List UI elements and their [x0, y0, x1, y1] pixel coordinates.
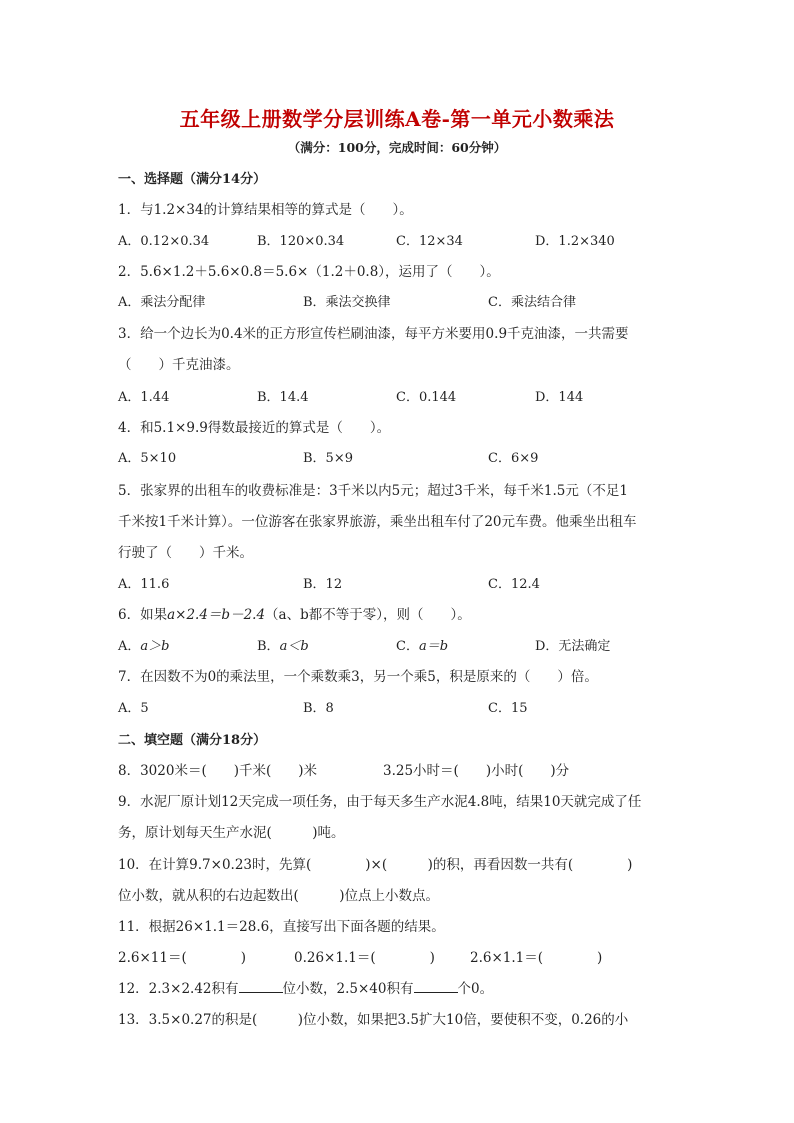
q6-option-b-label: B．	[257, 639, 280, 654]
q2-option-b: B．乘法交换律	[303, 295, 391, 310]
q6-option-c-label: C．	[396, 639, 419, 654]
section-heading-choice: 一、选择题（满分14分）	[118, 172, 267, 187]
q1-option-b: B．120×0.34	[257, 234, 345, 249]
q4-option-c: C．6×9	[488, 451, 539, 466]
q6-equation: a×2.4＝b－2.4	[167, 607, 266, 623]
q12-text-3: 个0。	[457, 981, 494, 997]
q7-option-a: A．5	[118, 701, 149, 716]
q12-blank-2[interactable]	[414, 980, 458, 993]
question-2-stem: 2．5.6×1.2＋5.6×0.8＝5.6×（1.2＋0.8），运用了（ ）。	[118, 264, 500, 280]
q5-option-a: A．11.6	[118, 577, 170, 592]
q12-blank-1[interactable]	[239, 980, 283, 993]
q7-option-c: C．15	[488, 701, 528, 716]
question-5-stem-line1: 5．张家界的出租车的收费标准是：3千米以内5元；超过3千米，每千米1.5元（不足1	[118, 483, 628, 499]
q4-option-b: B．5×9	[303, 451, 353, 466]
q4-option-a: A．5×10	[118, 451, 177, 466]
q6-option-b-expr: a＜b	[279, 639, 309, 654]
question-10-line1: 10．在计算9.7×0.23时，先算( )×( )的积，再看因数一共有( )	[118, 857, 633, 873]
document-subtitle: （满分：100分，完成时间：60分钟）	[287, 140, 507, 155]
q5-option-b: B．12	[303, 577, 343, 592]
question-4-stem: 4．和5.1×9.9得数最接近的算式是（ ）。	[118, 420, 391, 436]
q12-text-2: 位小数，2.5×40积有	[282, 981, 414, 997]
question-8-part1: 8．3020米＝( )千米( )米	[118, 763, 318, 779]
question-10-line2: 位小数，就从积的右边起数出( )位点上小数点。	[118, 888, 440, 904]
question-7-stem: 7．在因数不为0的乘法里，一个乘数乘3，另一个乘5，积是原来的（ ）倍。	[118, 669, 598, 685]
question-11-stem: 11．根据26×1.1＝28.6，直接写出下面各题的结果。	[118, 919, 445, 935]
q1-option-d: D．1.2×340	[535, 234, 615, 249]
q2-option-a: A．乘法分配律	[118, 295, 206, 310]
question-5-stem-line2: 千米按1千米计算）。一位游客在张家界旅游，乘坐出租车付了20元车费。他乘坐出租车	[118, 514, 637, 530]
q6-option-c-expr: a＝b	[418, 639, 449, 654]
q7-option-b: B．8	[303, 701, 334, 716]
q3-option-c: C．0.144	[396, 390, 457, 405]
question-13-line1: 13．3.5×0.27的积是( )位小数，如果把3.5扩大10倍，要使积不变，0.26的小	[118, 1012, 629, 1028]
q6-stem-start: 6．如果	[118, 607, 168, 623]
q5-option-c: C．12.4	[488, 577, 540, 592]
q2-option-c: C．乘法结合律	[488, 295, 576, 310]
question-8-part2: 3.25小时＝( )小时( )分	[383, 763, 570, 779]
question-1-stem: 1．与1.2×34的计算结果相等的算式是（ ）。	[118, 202, 413, 218]
section-heading-fill: 二、填空题（满分18分）	[118, 733, 267, 748]
q11-item-a: 2.6×11＝( )	[118, 950, 246, 966]
question-3-stem-line2: （ ）千克油漆。	[118, 357, 240, 373]
q6-option-a-expr: a＞b	[140, 639, 170, 654]
q3-option-d: D．144	[535, 390, 584, 405]
q12-text-1: 12．2.3×2.42积有	[118, 981, 239, 997]
question-12-stem	[118, 977, 493, 997]
q6-option-c	[396, 635, 448, 654]
q6-option-a	[118, 635, 169, 654]
q1-option-c: C．12×34	[396, 234, 463, 249]
q3-option-b: B．14.4	[257, 390, 309, 405]
q3-option-a: A．1.44	[118, 390, 170, 405]
q6-option-a-label: A．	[118, 639, 141, 654]
question-5-stem-line3: 行驶了（ ）千米。	[118, 545, 253, 561]
question-6-stem	[118, 603, 471, 623]
q6-stem-end: （a、b都不等于零），则（ ）。	[265, 607, 471, 623]
question-9-line1: 9．水泥厂原计划12天完成一项任务，由于每天多生产水泥4.8吨，结果10天就完成了任	[118, 794, 642, 810]
q6-option-b	[257, 635, 309, 654]
q1-option-a: A．0.12×0.34	[118, 234, 210, 249]
document-title: 五年级上册数学分层训练A卷-第一单元小数乘法	[179, 107, 615, 131]
q11-item-c: 2.6×1.1＝( )	[470, 950, 603, 966]
q11-item-b: 0.26×1.1＝( )	[294, 950, 435, 966]
question-3-stem-line1: 3．给一个边长为0.4米的正方形宣传栏刷油漆，每平方米要用0.9千克油漆，一共需要	[118, 326, 629, 342]
q6-option-d: D．无法确定	[535, 639, 611, 654]
question-9-line2: 务，原计划每天生产水泥( )吨。	[118, 825, 345, 841]
